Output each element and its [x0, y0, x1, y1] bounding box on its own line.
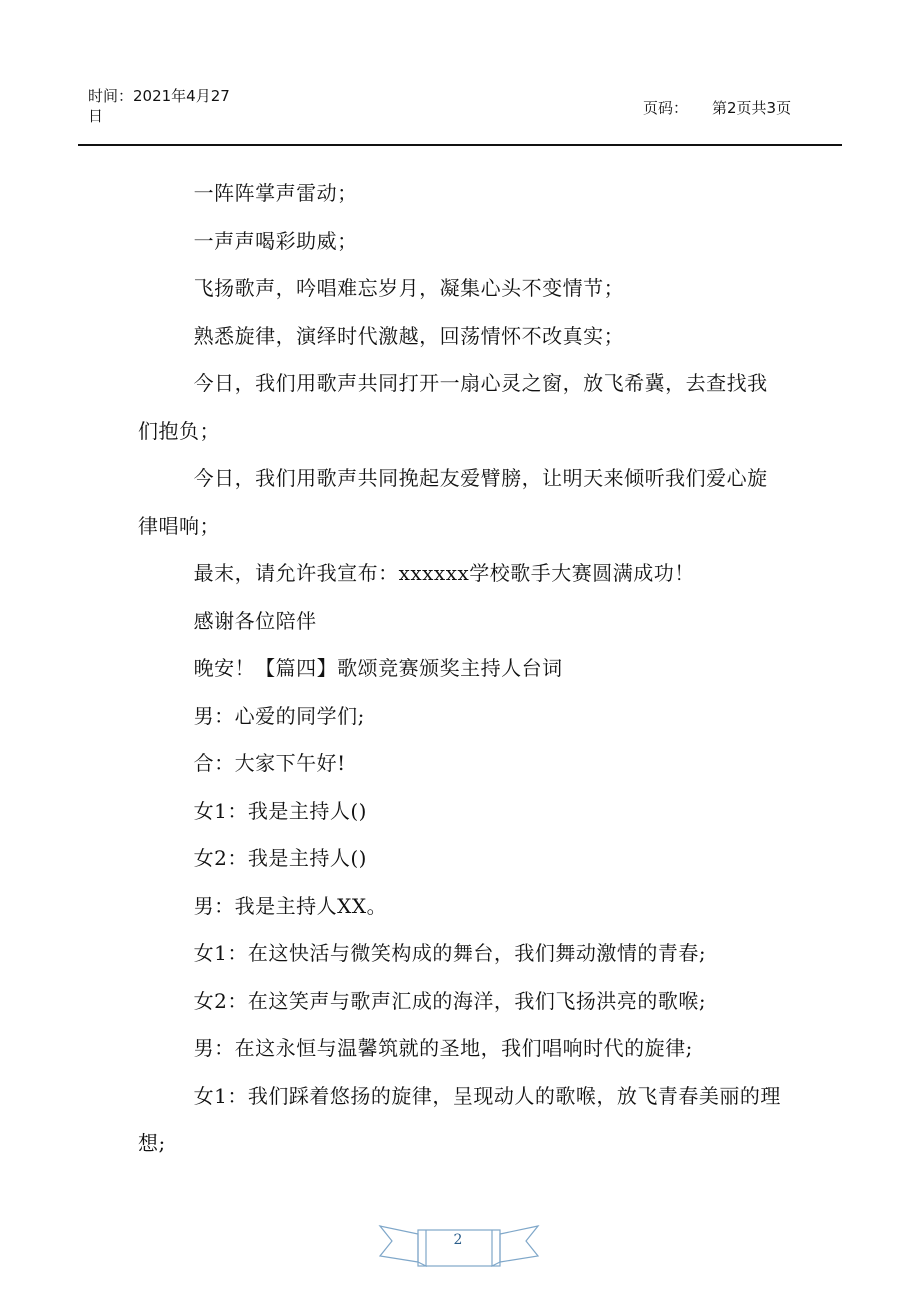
header-page-info — [643, 97, 791, 118]
paragraph: 男：我是主持人XX。 — [193, 893, 388, 918]
paragraph: 女2：在这笑声与歌声汇成的海洋，我们飞扬洪亮的歌喉; — [193, 988, 707, 1013]
page-number: 2 — [453, 1232, 463, 1248]
paragraph: 飞扬歌声，吟唱难忘岁月，凝集心头不变情节； — [193, 276, 625, 300]
paragraph: 感谢各位陪伴 — [193, 608, 317, 633]
paragraph: 今日，我们用歌声共同挽起友爱臂膀，让明天来倾听我们爱心旋律唱响； — [138, 466, 768, 538]
paragraph: 今日，我们用歌声共同打开一扇心灵之窗，放飞希冀，去查找我们抱负； — [138, 371, 768, 443]
header-page-value: 第2页共3页 — [712, 99, 792, 117]
header-divider — [78, 144, 842, 146]
header-date-line2: 日 — [88, 107, 104, 125]
paragraph: 一阵阵掌声雷动； — [193, 181, 358, 205]
paragraph: 男：在这永恒与温馨筑就的圣地，我们唱响时代的旋律; — [193, 1036, 693, 1060]
paragraph: 熟悉旋律，演绎时代激越，回荡情怀不改真实； — [193, 323, 625, 348]
header-page-label: 页码： — [643, 99, 689, 117]
paragraph: 女1：我们踩着悠扬的旋律，呈现动人的歌喉，放飞青春美丽的理想; — [138, 1083, 781, 1155]
paragraph: 一声声喝彩助威； — [193, 228, 358, 253]
paragraph: 女2：我是主持人() — [193, 846, 367, 870]
paragraph: 男：心爱的同学们; — [193, 703, 365, 728]
paragraph: 女1：在这快活与微笑构成的舞台，我们舞动激情的青春; — [193, 941, 707, 965]
paragraph: 女1：我是主持人() — [193, 798, 367, 823]
header-date-line1: 时间：2021年4月27 — [88, 87, 230, 105]
paragraph: 合：大家下午好! — [193, 751, 346, 775]
paragraph: 最末，请允许我宣布：xxxxxx学校歌手大赛圆满成功！ — [193, 561, 695, 585]
paragraph: 晚安！【篇四】歌颂竞赛颁奖主持人台词 — [193, 656, 563, 680]
header-date — [88, 86, 268, 126]
document-body — [138, 170, 788, 1168]
